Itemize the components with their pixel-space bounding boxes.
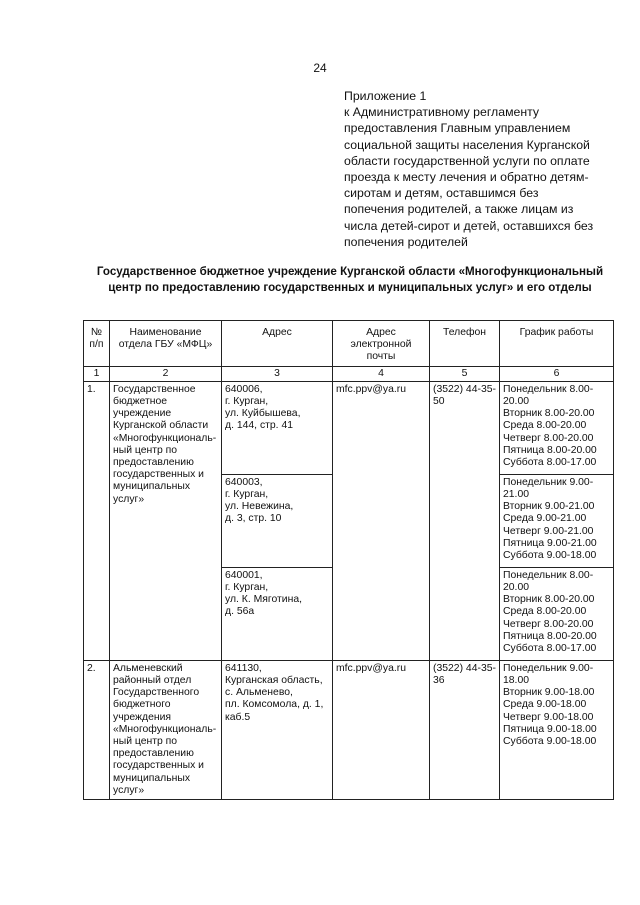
- page-number: 24: [313, 61, 327, 75]
- row-number: 2.: [84, 660, 110, 799]
- table-row: [84, 660, 614, 799]
- row-number: 1.: [84, 381, 110, 660]
- appendix-line: социальной защиты населения Курганской: [344, 137, 590, 152]
- office-phone: (3522) 44-35- 50: [430, 381, 500, 660]
- appendix-line: к Административному регламенту: [344, 105, 540, 120]
- office-email: mfc.ppv@ya.ru: [333, 660, 430, 799]
- appendix-line: Приложение 1: [344, 89, 427, 103]
- office-schedule: Понедельник 9.00- 18.00 Вторник 9.00-18.00 Среда 9.00-18.00 Четверг 9.00-18.00 Пятница 9.00-18.00 Суббота 9.00-18.00: [500, 660, 614, 799]
- appendix-line: предоставления Главным управлением: [344, 121, 571, 136]
- appendix-line: попечения родителей: [344, 234, 468, 249]
- appendix-line: попечения родителей, а также лицам из: [344, 202, 574, 217]
- office-schedule: Понедельник 9.00- 21.00 Вторник 9.00-21.00 Среда 9.00-21.00 Четверг 9.00-21.00 Пятница 9.00-21.00 Суббота 9.00-18.00: [500, 474, 614, 567]
- office-address: 641130, Курганская область, с. Альменево, пл. Комсомола, д. 1, каб.5: [222, 660, 333, 799]
- office-address: 640003, г. Курган, ул. Невежина, д. 3, стр. 10: [222, 474, 333, 567]
- header-address: Адрес: [222, 321, 333, 367]
- offices-table: [83, 320, 614, 800]
- appendix-note: [344, 88, 624, 250]
- header-phone: Телефон: [430, 321, 500, 367]
- column-number-row: [84, 366, 614, 381]
- office-schedule: Понедельник 8.00- 20.00 Вторник 8.00-20.00 Среда 8.00-20.00 Четверг 8.00-20.00 Пятница 8.00-20.00 Суббота 8.00-17.00: [500, 381, 614, 474]
- header-email: Адрес электронной почты: [333, 321, 430, 367]
- office-schedule: Понедельник 8.00- 20.00 Вторник 8.00-20.00 Среда 8.00-20.00 Четверг 8.00-20.00 Пятница 8.00-20.00 Суббота 8.00-17.00: [500, 567, 614, 660]
- column-number: 3: [222, 366, 333, 381]
- office-email: mfc.ppv@ya.ru: [333, 381, 430, 660]
- header-schedule: График работы: [500, 321, 614, 367]
- column-number: 4: [333, 366, 430, 381]
- office-address: 640006, г. Курган, ул. Куйбышева, д. 144, стр. 41: [222, 381, 333, 474]
- header-num: № п/п: [84, 321, 110, 367]
- column-number: 6: [500, 366, 614, 381]
- office-name: Альменевский районный отдел Государственного бюджетного учреждения «Многофункциональ- ный центр по предоставлению государственных и муниципальных услуг»: [110, 660, 222, 799]
- appendix-line: числа детей-сирот и детей, оставшихся без: [344, 218, 594, 233]
- office-phone: (3522) 44-35- 36: [430, 660, 500, 799]
- appendix-line: проезда к месту лечения и обратно детям-: [344, 170, 589, 185]
- column-number: 5: [430, 366, 500, 381]
- title-line: центр по предоставлению государственных и муниципальных услуг» и его отделы: [108, 281, 592, 294]
- header-name: Наименование отдела ГБУ «МФЦ»: [110, 321, 222, 367]
- document-title: [70, 264, 630, 296]
- table-row: [84, 381, 614, 474]
- table-header-row: [84, 321, 614, 367]
- appendix-line: области государственной услуги по оплате: [344, 153, 590, 168]
- column-number: 2: [110, 366, 222, 381]
- column-number: 1: [84, 366, 110, 381]
- appendix-line: сиротам и детям, оставшимся без: [344, 186, 539, 201]
- office-address: 640001, г. Курган, ул. К. Мяготина, д. 56а: [222, 567, 333, 660]
- office-name: Государственное бюджетное учреждение Курганской области «Многофункциональ- ный центр по предоставлению государственных и муниципальных услуг»: [110, 381, 222, 660]
- title-line: Государственное бюджетное учреждение Курганской области «Многофункциональный: [96, 265, 604, 278]
